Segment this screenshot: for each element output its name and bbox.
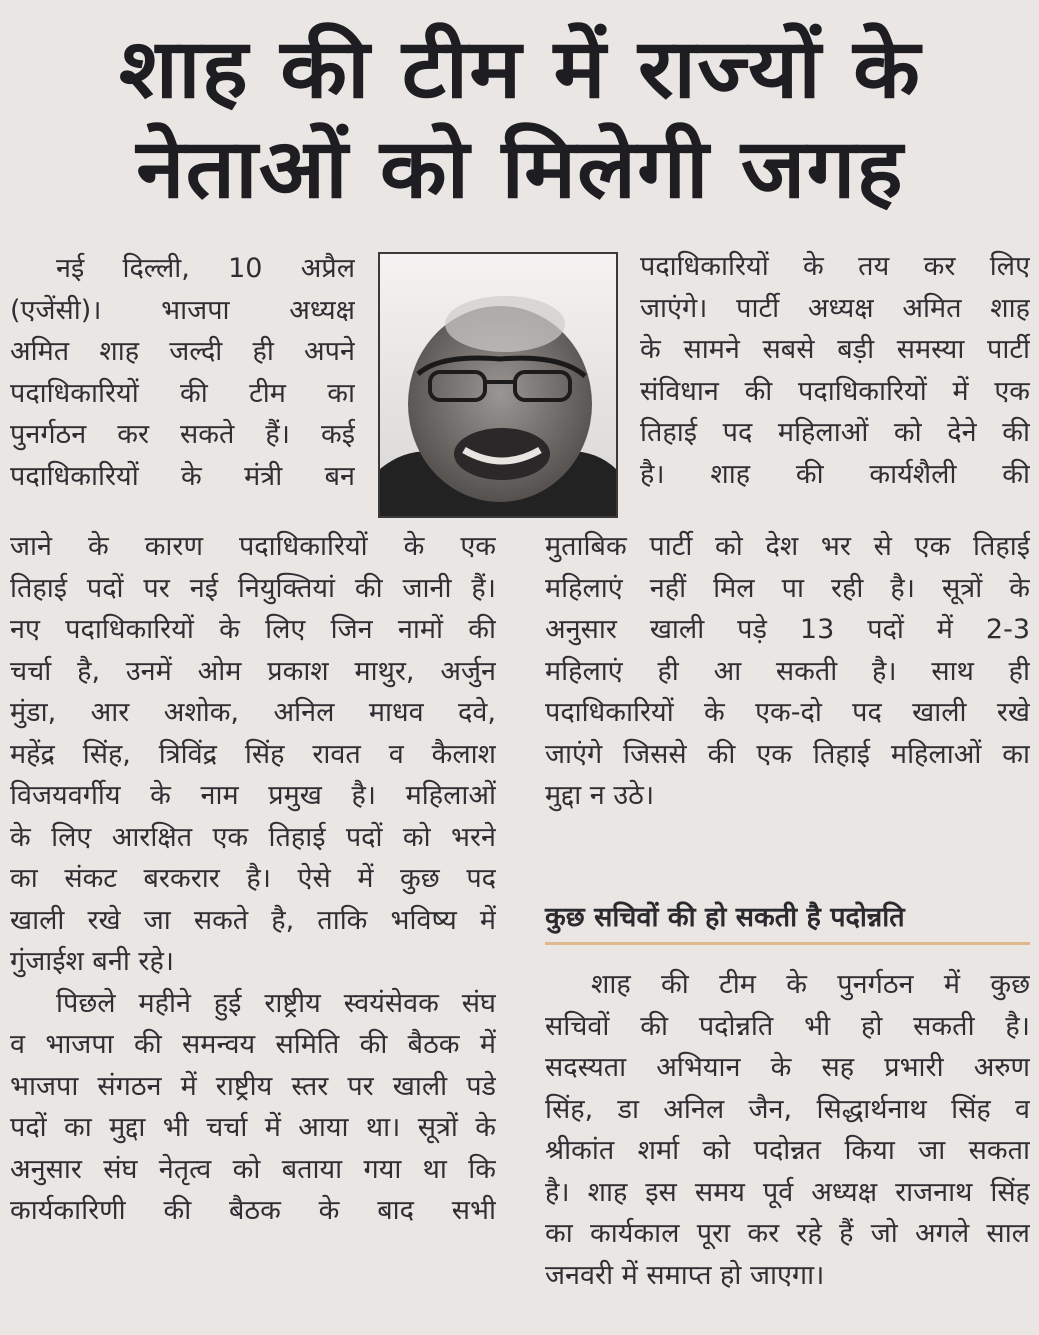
article-line: है। शाह इस समय पूर्व अध्यक्ष राजनाथ सिंह (545, 1176, 1030, 1208)
article-line: है। शाह की कार्यशैली की (640, 458, 1030, 490)
portrait-photo (378, 252, 618, 518)
article-column-left (10, 526, 496, 1232)
article-line: पदाधिकारियों के एक-दो पद खाली रखे (545, 697, 1030, 728)
article-line: सचिवों की पदोन्नति भी हो सकती है। (545, 1010, 1030, 1042)
article-line: मुद्दा न उठे। (545, 780, 655, 811)
article-line: जाएंगे। पार्टी अध्यक्ष अमित शाह (640, 292, 1030, 324)
article-line: गुंजाईश बनी रहे। (10, 946, 175, 977)
headline-line-2: नेताओं को मिलेगी जगह (136, 122, 904, 217)
article-line: अमित शाह जल्दी ही अपने (10, 336, 355, 367)
article-line: का कार्यकाल पूरा कर रहे हैं जो अगले साल (545, 1218, 1030, 1249)
article-line: मुंडा, आर अशोक, अनिल माधव दवे, (10, 697, 496, 728)
article-line: खाली रखे जा सकते है, ताकि भविष्य में (10, 904, 496, 936)
article-line: पदाधिकारियों की टीम का (10, 377, 355, 409)
article-line: व भाजपा की समन्वय समिति की बैठक में (10, 1029, 496, 1060)
article-line: के लिए आरक्षित एक तिहाई पदों को भरने (10, 821, 496, 853)
article-line: पुनर्गठन कर सकते हैं। कई (10, 419, 355, 450)
article-line: कार्यकारिणी की बैठक के बाद सभी (10, 1195, 496, 1226)
article-line: शाह की टीम के पुनर्गठन में कुछ (591, 969, 1030, 1000)
article-line: नए पदाधिकारियों के लिए जिन नामों की (10, 614, 496, 645)
article-line: पिछले महीने हुई राष्ट्रीय स्वयंसेवक संघ (56, 987, 496, 1019)
article-line: का संकट बरकरार है। ऐसे में कुछ पद (10, 863, 496, 894)
article-line: के सामने सबसे बड़ी समस्या पार्टी (640, 334, 1030, 365)
article-column-right-sub (545, 964, 1030, 1296)
article-line: अनुसार संघ नेतृत्व को बताया गया था कि (10, 1153, 496, 1185)
article-line: चर्चा है, उनमें ओम प्रकाश माथुर, अर्जुन (10, 655, 496, 687)
article-line: जाने के कारण पदाधिकारियों के एक (10, 531, 496, 562)
article-line: विजयवर्गीय के नाम प्रमुख है। महिलाओं (10, 780, 496, 811)
article-line: श्रीकांत शर्मा को पदोन्नत किया जा सकता (545, 1135, 1030, 1166)
article-line: पदों का मुद्दा भी चर्चा में आया था। सूत्रों के (10, 1112, 496, 1143)
article-line: मुताबिक पार्टी को देश भर से एक तिहाई (545, 531, 1030, 562)
article-line: पदाधिकारियों के मंत्री बन (10, 460, 355, 492)
article-line: सदस्यता अभियान के सह प्रभारी अरुण (545, 1052, 1030, 1083)
article-line: तिहाई पदों पर नई नियुक्तियां की जानी हैं। (10, 572, 496, 604)
headline-line-1: शाह की टीम में राज्यों के (119, 22, 921, 117)
article-line: संविधान की पदाधिकारियों में एक (640, 375, 1030, 407)
portrait-image (380, 254, 616, 516)
article-line: पदाधिकारियों के तय कर लिए (640, 251, 1030, 282)
article-column-right (545, 526, 1030, 817)
article-line: महिलाएं नहीं मिल पा रही है। सूत्रों के (545, 572, 1030, 604)
section-subheading: कुछ सचिवों की हो सकती है पदोन्नति (545, 898, 1030, 945)
article-line: सिंह, डा अनिल जैन, सिद्धार्थनाथ सिंह व (545, 1093, 1030, 1125)
article-line: नई दिल्ली, 10 अप्रैल (56, 253, 355, 284)
article-line: जनवरी में समाप्त हो जाएगा। (545, 1259, 825, 1291)
article-column-right-top (640, 246, 1030, 495)
article-line: अनुसार खाली पड़े 13 पदों में 2-3 (545, 614, 1030, 645)
article-line: जाएंगे जिससे की एक तिहाई महिलाओं का (545, 738, 1030, 770)
article-line: (एजेंसी)। भाजपा अध्यक्ष (10, 294, 355, 326)
article-line: महिलाएं ही आ सकती है। साथ ही (545, 655, 1030, 687)
article-line: भाजपा संगठन में राष्ट्रीय स्तर पर खाली पडे (10, 1070, 496, 1102)
article-line: महेंद्र सिंह, त्रिविंद्र सिंह रावत व कैलाश (10, 738, 496, 770)
article-column-left-top (10, 248, 355, 497)
headline (0, 20, 1039, 220)
article-line: तिहाई पद महिलाओं को देने की (640, 417, 1030, 448)
